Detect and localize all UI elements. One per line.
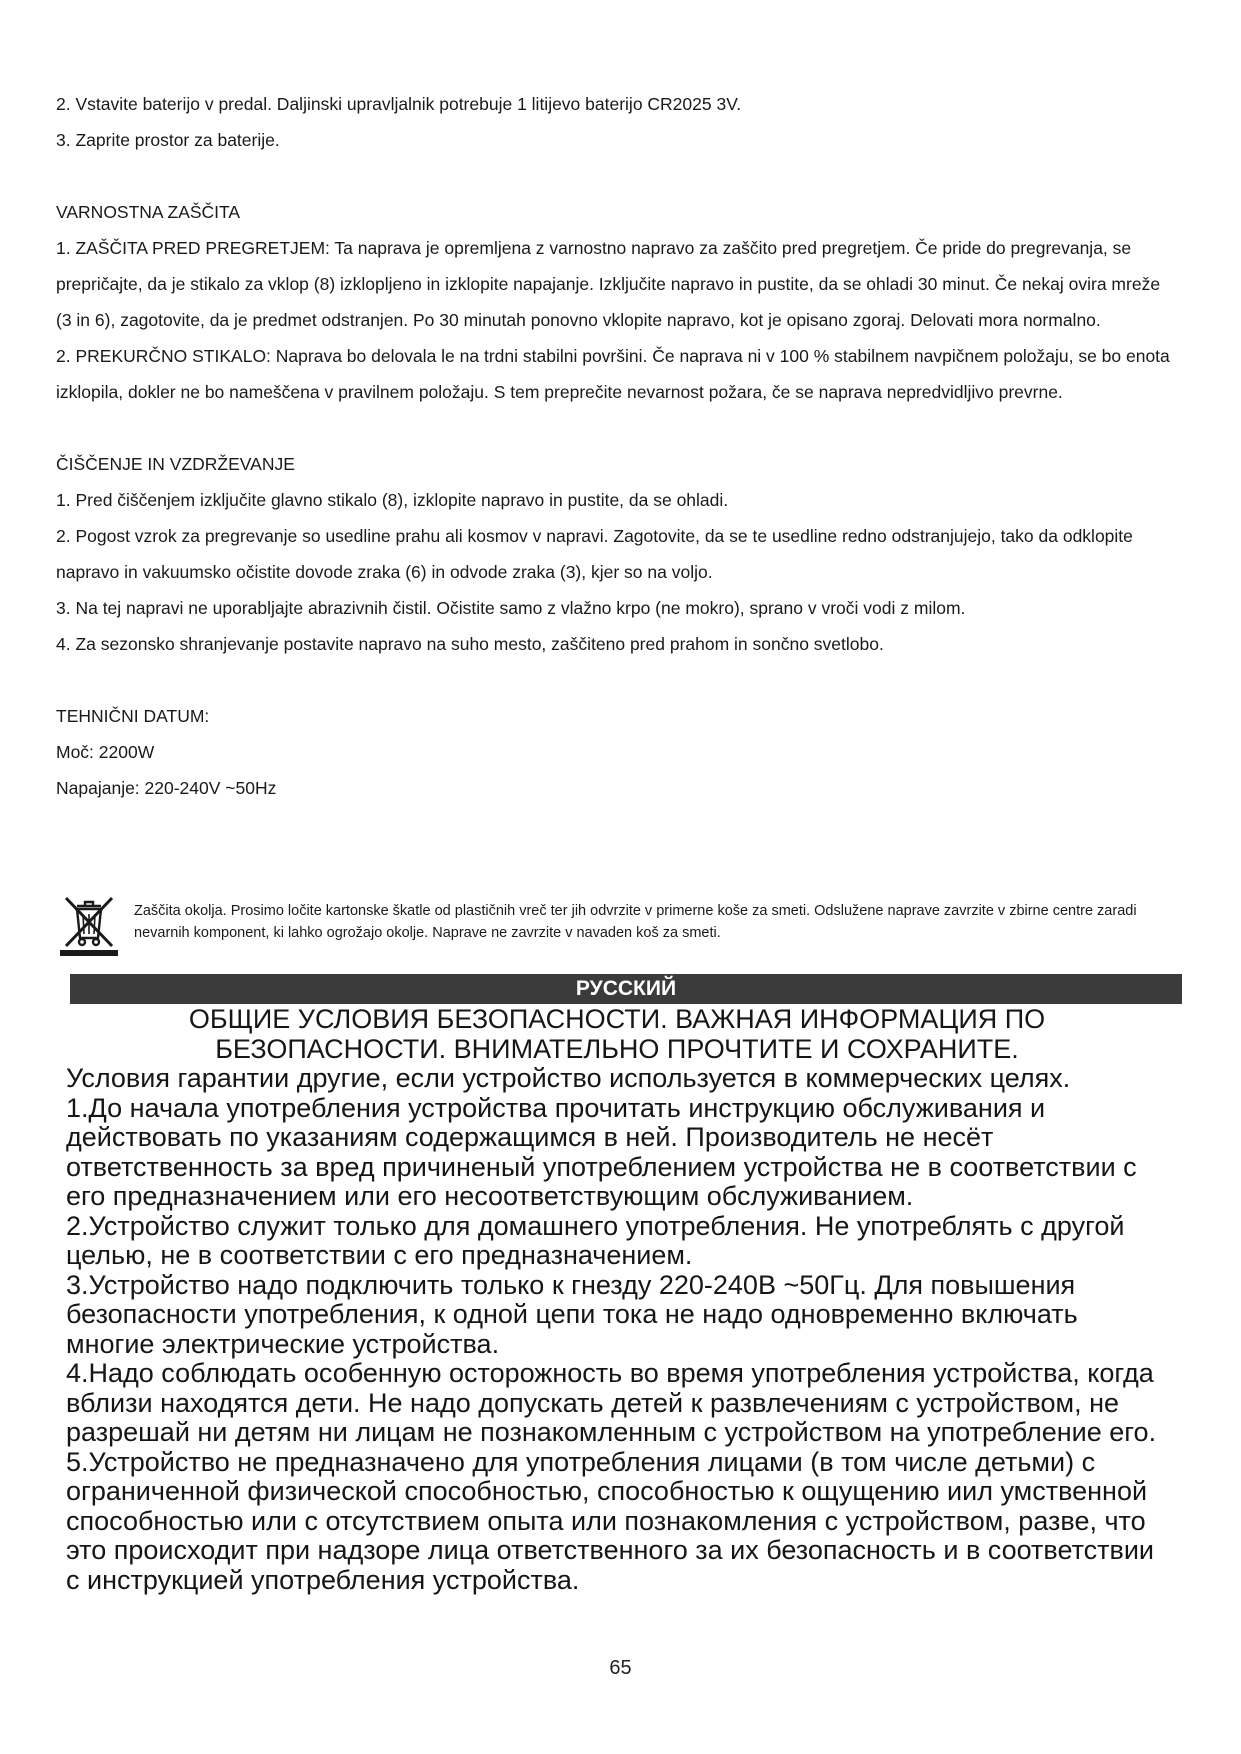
russian-item-2-line: 2.Устройство служит только для домашнего употребления. Не употреблять с другой: [66, 1210, 1125, 1241]
russian-item-3-line: многие электрические устройства.: [66, 1328, 500, 1359]
russian-item-5-line: это происходит при надзоре лица ответственного за их безопасность и в соответствии: [66, 1535, 1155, 1565]
environment-text: Zaščita okolja. Prosimo ločite kartonske škatle od plastičnih vreč ter jih odvrzite v primerne koše za smeti. Odslužene naprave zavrzite v zbirne centre zaradi nevarnih komponent, ki lahko ogrožajo okolje. Naprave ne zavrzite v navaden koš za smeti.: [134, 903, 1137, 941]
russian-item-1-line: его предназначением или его несоответствующим обслуживанием.: [66, 1181, 914, 1211]
cleaning-item-1: 1. Pred čiščenjem izključite glavno stikalo (8), izklopite napravo in pustite, da se ohladi.: [56, 490, 729, 510]
russian-section: [66, 1005, 1196, 1595]
slovenian-section: [56, 86, 1176, 806]
russian-item-1-line: действовать по указаниям содержащимся в ней. Производитель не несёт: [66, 1122, 994, 1152]
russian-title-line-2: БЕЗОПАСНОСТИ. ВНИМАТЕЛЬНО ПРОЧТИТЕ И СОХРАНИТЕ.: [215, 1033, 1019, 1064]
safety-item-overheat: 1. ZAŠČITA PRED PREGRETJEM: Ta naprava je opremljena z varnostno napravo za zaščito pred pregretjem. Če pride do pregrevanja, se prepričajte, da je stikalo za vklop (8) izklopljeno in izklopite napajanje. Izključite napravo in pustite, da se ohladi 30 minut. Če nekaj ovira mreže (3 in 6), zagotovite, da je predmet odstranjen. Po 30 minutah ponovno vklopite napravo, kot je opisano zgoraj. Delovati mora normalno.: [56, 238, 1161, 330]
russian-item-4-line: вблизи находятся дети. Не надо допускать детей к развлечениям с устройством, не: [66, 1387, 1119, 1418]
cleaning-item-3: 3. Na tej napravi ne uporabljajte abrazivnih čistil. Očistite samo z vlažno krpo (ne mokro), sprano v vroči vodi z milom.: [56, 598, 966, 618]
russian-section-label: РУССКИЙ: [575, 977, 677, 1000]
russian-item-5-line: с инструкцией употребления устройства.: [66, 1564, 580, 1595]
russian-item-5-line: ограниченной физической способностью, способностью к ощущению иил умственной: [66, 1476, 1148, 1506]
russian-item-5-line: способностью или с отсутствием опыта или познакомления с устройством, разве, что: [66, 1505, 1146, 1536]
technical-heading: TEHNIČNI DATUM:: [56, 706, 210, 726]
russian-item-3-line: 3.Устройство надо подключить только к гнезду 220-240В ~50Гц. Для повышения: [66, 1269, 1076, 1300]
safety-heading: VARNOSTNA ZAŠČITA: [56, 202, 241, 222]
battery-step-3: 3. Zaprite prostor za baterije.: [56, 130, 280, 150]
russian-item-4-line: разрешай ни детям ни лицам не познакомленным с устройством на употребление его.: [66, 1417, 1157, 1447]
russian-item-1-line: 1.До начала употребления устройства прочитать инструкцию обслуживания и: [66, 1092, 1046, 1123]
environment-notice: [56, 894, 1176, 960]
crossed-out-wheelie-bin-icon: [58, 894, 120, 958]
russian-section-bar: [70, 974, 1182, 1004]
russian-item-2-line: целью, не в соответствии с его предназначением.: [66, 1240, 693, 1270]
russian-item-5-line: 5.Устройство не предназначено для употребления лицами (в том числе детьми) с: [66, 1446, 1096, 1477]
page-number: 65: [609, 1657, 632, 1679]
technical-supply: Napajanje: 220-240V ~50Hz: [56, 778, 277, 798]
russian-title-line-1: ОБЩИЕ УСЛОВИЯ БЕЗОПАСНОСТИ. ВАЖНАЯ ИНФОРМАЦИЯ ПО: [188, 1004, 1046, 1034]
battery-step-2: 2. Vstavite baterijo v predal. Daljinski upravljalnik potrebuje 1 litijevo baterijo CR2025 3V.: [56, 94, 742, 114]
russian-item-3-line: безопасности употребления, к одной цепи тока не надо одновременно включать: [66, 1299, 1078, 1329]
russian-warranty-note: Условия гарантии другие, если устройство используется в коммерческих целях.: [66, 1063, 1071, 1093]
cleaning-heading: ČIŠČENJE IN VZDRŽEVANJE: [56, 454, 295, 474]
safety-item-tip-switch: 2. PREKURČNO STIKALO: Naprava bo delovala le na trdni stabilni površini. Če naprava ni v 100 % stabilnem navpičnem položaju, se bo enota izklopila, dokler ne bo nameščena v pravilnem položaju. S tem preprečite nevarnost požara, če se naprava nepredvidljivo prevrne.: [56, 346, 1170, 402]
cleaning-item-2: 2. Pogost vzrok za pregrevanje so usedline prahu ali kosmov v napravi. Zagotovite, da se te usedline redno odstranjujejo, tako da odklopite napravo in vakuumsko očistite dovode zraka (6) in odvode zraka (3), kjer so na voljo.: [56, 526, 1133, 582]
technical-power: Moč: 2200W: [56, 742, 155, 762]
russian-item-4-line: 4.Надо соблюдать особенную осторожность во время употребления устройства, когда: [66, 1358, 1154, 1388]
cleaning-item-4: 4. Za sezonsko shranjevanje postavite napravo na suho mesto, zaščiteno pred prahom in sončno svetlobo.: [56, 634, 884, 654]
russian-item-1-line: ответственность за вред причиненый употреблением устройства не в соответствии с: [66, 1151, 1137, 1182]
